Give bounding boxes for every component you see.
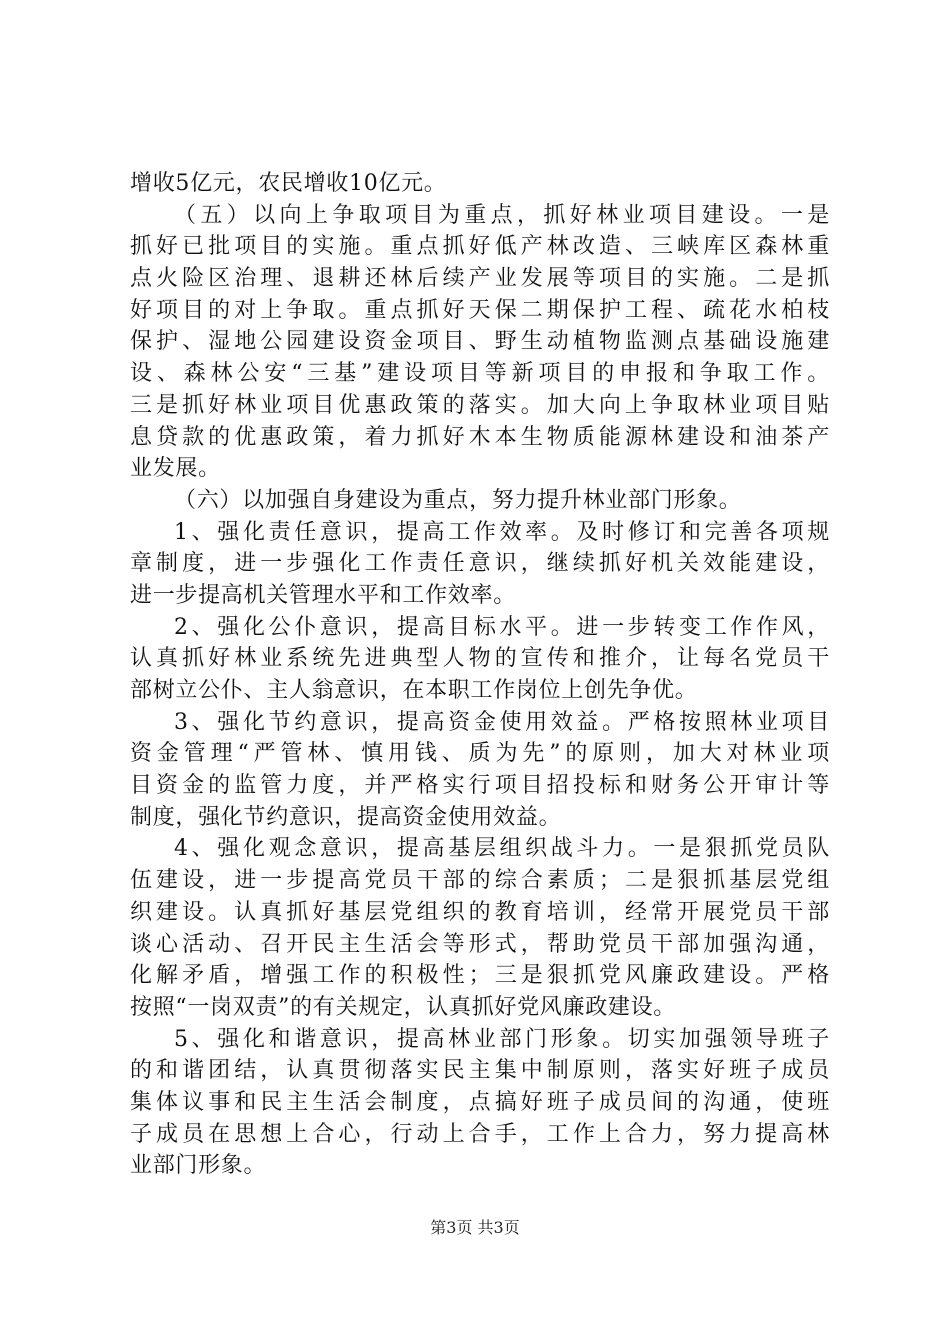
document-body [130, 168, 830, 1182]
text-line: 5、强化和谐意识，提高林业部门形象。切实加强领导班子 [174, 1026, 830, 1052]
text-line: 集体议事和民主生活会制度，点搞好班子成员间的沟通，使班 [130, 1089, 830, 1115]
text-line: 章制度，进一步强化工作责任意识，继续抓好机关效能建设， [130, 551, 830, 577]
text-line: 目资金的监管力度，并严格实行项目招投标和财务公开审计等 [130, 773, 830, 799]
text-line: 部树立公仆、主人翁意识，在本职工作岗位上创先争优。 [130, 678, 698, 703]
text-line: 谈心活动、召开民主生活会等形式，帮助党员干部加强沟通， [130, 931, 830, 957]
text-line: 息贷款的优惠政策，着力抓好木本生物质能源林建设和油茶产 [130, 424, 830, 450]
text-line: 增收5亿元，农民增收10亿元。 [130, 171, 447, 196]
text-line: 3、强化节约意识，提高资金使用效益。严格按照林业项目 [174, 709, 830, 735]
text-line: （五）以向上争取项目为重点，抓好林业项目建设。一是 [174, 202, 830, 228]
text-line: 抓好已批项目的实施。重点抓好低产林改造、三峡库区森林重 [130, 234, 830, 260]
text-line: （六）以加强自身建设为重点，努力提升林业部门形象。 [174, 487, 742, 513]
text-line: 三是抓好林业项目优惠政策的落实。加大向上争取林业项目贴 [130, 392, 830, 418]
text-line: 认真抓好林业系统先进典型人物的宣传和推介，让每名党员干 [130, 646, 830, 672]
text-line: 好项目的对上争取。重点抓好天保二期保护工程、疏花水柏枝 [130, 297, 830, 323]
text-line: 业发展。 [130, 456, 221, 482]
text-line: 子成员在思想上合心，行动上合手，工作上合力，努力提高林 [130, 1121, 830, 1147]
text-line: 织建设。认真抓好基层党组织的教育培训，经常开展党员干部 [130, 899, 830, 925]
text-line: 资金管理“严管林、慎用钱、质为先”的原则，加大对林业项 [130, 741, 830, 767]
text-line: 2、强化公仆意识，提高目标水平。进一步转变工作作风， [174, 614, 830, 640]
text-line: 点火险区治理、退耕还林后续产业发展等项目的实施。二是抓 [130, 266, 830, 292]
text-line: 按照“一岗双责”的有关规定，认真抓好党风廉政建设。 [130, 994, 676, 1020]
text-line: 1、强化责任意识，提高工作效率。及时修订和完善各项规 [174, 519, 830, 545]
text-line: 业部门形象。 [130, 1153, 267, 1179]
page-footer: 第3页 共3页 [430, 1218, 520, 1237]
text-line: 的和谐团结，认真贯彻落实民主集中制原则，落实好班子成员 [130, 1058, 830, 1084]
text-line: 制度，强化节约意识，提高资金使用效益。 [130, 804, 562, 830]
text-line: 保护、湿地公园建设资金项目、野生动植物监测点基础设施建 [130, 329, 830, 355]
text-line: 进一步提高机关管理水平和工作效率。 [130, 582, 516, 608]
text-line: 4、强化观念意识，提高基层组织战斗力。一是狠抓党员队 [174, 836, 830, 862]
text-line: 化解矛盾，增强工作的积极性；三是狠抓党风廉政建设。严格 [130, 963, 830, 989]
text-line: 设、森林公安“三基”建设项目等新项目的申报和争取工作。 [130, 361, 830, 387]
text-line: 伍建设，进一步提高党员干部的综合素质；二是狠抓基层党组 [130, 868, 830, 894]
